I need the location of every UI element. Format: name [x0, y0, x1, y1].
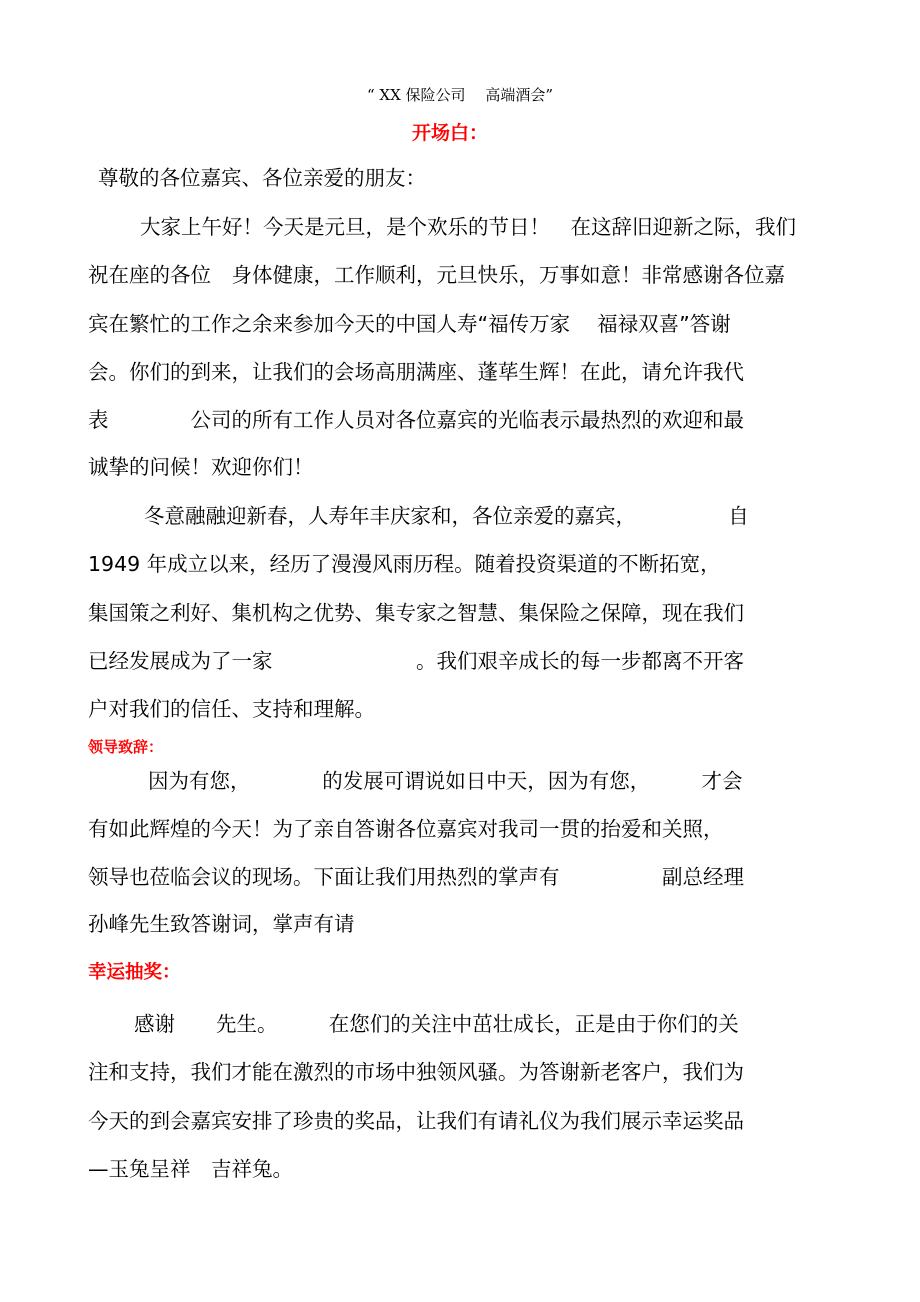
paragraph1-line: 表 公司的所有工作人员对各位嘉宾的光临表示最热烈的欢迎和最 — [88, 408, 744, 432]
paragraph3-line: 孙峰先生致答谢词，掌声有请 — [88, 912, 355, 936]
section-heading-lucky-draw: 幸运抽奖： — [88, 962, 181, 983]
paragraph1-line: 祝在座的各位 身体健康，工作顺利，元旦快乐，万事如意！非常感谢各位嘉 — [88, 263, 785, 287]
paragraph4-line: —玉兔呈祥 吉祥兔。 — [88, 1157, 293, 1181]
paragraph4-line: 感谢 先生。 在您们的关注中茁壮成长，正是由于你们的关 — [134, 1012, 739, 1036]
paragraph3-line: 因为有您， 的发展可谓说如日中天，因为有您， 才会 — [148, 769, 743, 793]
section-heading-opening: 开场白： — [412, 122, 489, 144]
paragraph4-line: 今天的到会嘉宾安排了珍贵的奖品，让我们有请礼仪为我们展示幸运奖品 — [88, 1109, 744, 1133]
paragraph1-line: 宾在繁忙的工作之余来参加今天的中国人寿“福传万家 福禄双喜”答谢 — [88, 312, 731, 336]
paragraph3-line: 有如此辉煌的今天！为了亲自答谢各位嘉宾对我司一贯的抬爱和关照， — [88, 817, 724, 841]
paragraph2-line: 已经发展成为了一家 。我们艰辛成长的每一步都离不开客 — [88, 649, 744, 673]
paragraph2-line: 1949 年成立以来，经历了漫漫风雨历程。随着投资渠道的不断拓宽， — [88, 552, 721, 576]
document-title: “ XX 保险公司 高端酒会” — [367, 86, 553, 104]
paragraph2-line: 冬意融融迎新春，人寿年丰庆家和，各位亲爱的嘉宾， 自 — [144, 504, 749, 528]
section-heading-leader-speech: 领导致辞： — [88, 738, 164, 756]
paragraph2-line: 户对我们的信任、支持和理解。 — [88, 697, 375, 721]
paragraph1-line: 大家上午好！今天是元旦，是个欢乐的节日！ 在这辞旧迎新之际，我们 — [140, 215, 796, 239]
paragraph1-line: 诚挚的问候！欢迎你们！ — [88, 455, 314, 479]
paragraph4-line: 注和支持，我们才能在激烈的市场中独领风骚。为答谢新老客户，我们为 — [88, 1060, 744, 1084]
greeting-line: 尊敬的各位嘉宾、各位亲爱的朋友： — [98, 166, 426, 190]
paragraph1-line: 会。你们的到来，让我们的会场高朋满座、蓬荜生辉！在此，请允许我代 — [88, 360, 744, 384]
paragraph2-line: 集国策之利好、集机构之优势、集专家之智慧、集保险之保障，现在我们 — [88, 601, 744, 625]
paragraph3-line: 领导也莅临会议的现场。下面让我们用热烈的掌声有 副总经理 — [88, 865, 744, 889]
